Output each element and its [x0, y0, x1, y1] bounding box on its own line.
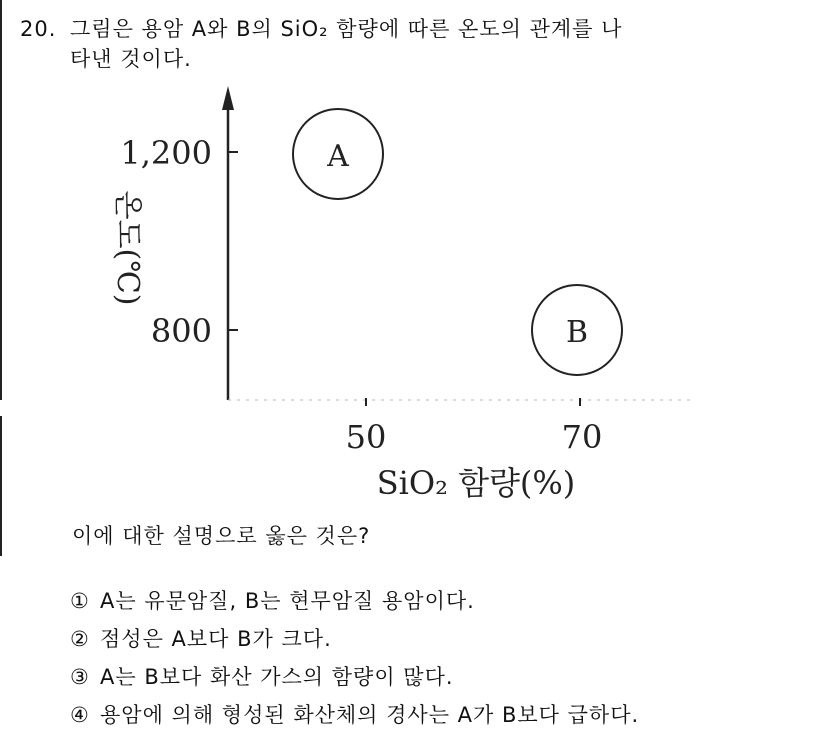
answer-options — [70, 582, 639, 734]
option-text: A는 B보다 화산 가스의 함량이 많다. — [100, 665, 454, 689]
option-text: A는 유문암질, B는 현무암질 용암이다. — [100, 589, 475, 613]
option-marker: ① — [70, 589, 90, 613]
x-axis-label: SiO₂ 함량(%) — [376, 464, 576, 502]
option-text: 용암에 의해 형성된 화산체의 경사는 A가 B보다 급하다. — [100, 703, 640, 727]
y-tick-label-1200: 1,200 — [120, 134, 212, 172]
lava-b-label: B — [565, 315, 589, 350]
question-text-line1: 그림은 용암 A와 B의 SiO₂ 함량에 따른 온도의 관계를 나 — [70, 17, 623, 41]
answer-option-2[interactable] — [70, 620, 639, 658]
option-marker: ② — [70, 627, 90, 651]
lava-a-label: A — [327, 139, 349, 174]
option-text: 점성은 A보다 B가 크다. — [100, 627, 332, 651]
question-number: 20. — [20, 17, 57, 41]
y-axis-label: 온도(℃) — [110, 190, 145, 306]
x-tick-label-70: 70 — [561, 418, 603, 456]
answer-option-1[interactable] — [70, 582, 639, 620]
y-tick-label-800: 800 — [150, 312, 212, 350]
question-text-line2: 타낸 것이다. — [70, 47, 192, 71]
y-axis-arrow — [222, 86, 234, 110]
option-marker: ③ — [70, 665, 90, 689]
sub-question: 이에 대한 설명으로 옳은 것은? — [72, 524, 371, 548]
answer-option-3[interactable] — [70, 658, 639, 696]
x-tick-label-50: 50 — [345, 418, 387, 456]
option-marker: ④ — [70, 703, 90, 727]
answer-option-4[interactable] — [70, 696, 639, 734]
